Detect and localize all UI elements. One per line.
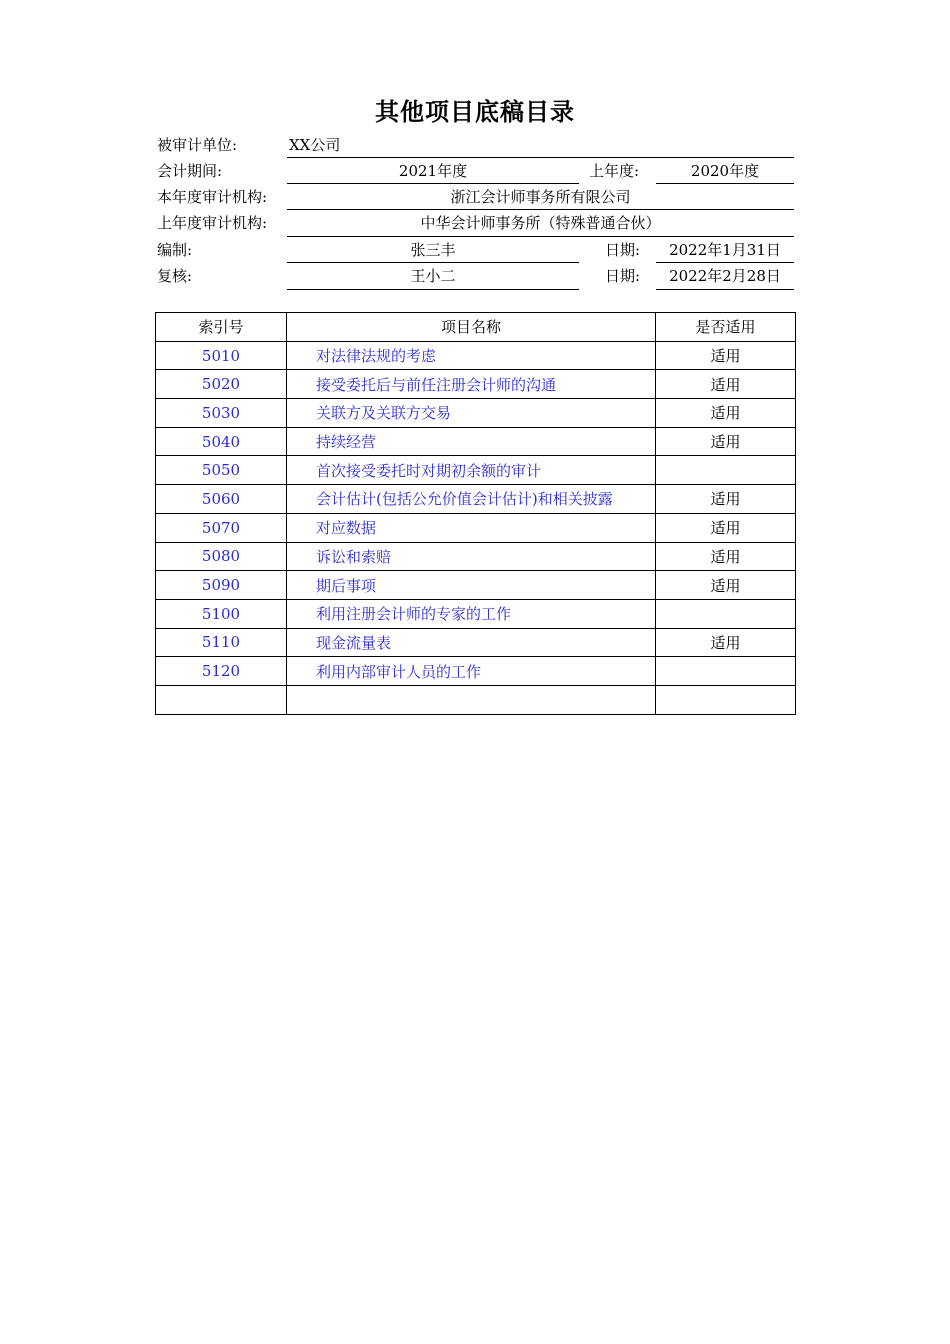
row-name[interactable]: 诉讼和索赔 xyxy=(287,542,656,571)
page-title: 其他项目底稿目录 xyxy=(375,98,575,126)
row-index[interactable]: 5110 xyxy=(156,628,287,657)
row-applicable xyxy=(656,456,796,485)
row-name[interactable]: 利用注册会计师的专家的工作 xyxy=(287,599,656,628)
index-table xyxy=(155,312,796,715)
row-name[interactable]: 利用内部审计人员的工作 xyxy=(287,657,656,686)
table-row xyxy=(156,571,796,600)
row-index[interactable]: 5080 xyxy=(156,542,287,571)
table-header-row xyxy=(156,313,796,342)
row-applicable: 适用 xyxy=(656,628,796,657)
reviewed-value: 王小二 xyxy=(410,267,456,285)
table-row xyxy=(156,456,796,485)
row-name xyxy=(287,685,656,714)
row-applicable: 适用 xyxy=(656,370,796,399)
prior-auditor-label: 上年度审计机构: xyxy=(157,214,268,232)
entity-label: 被审计单位: xyxy=(157,136,238,154)
entity-underline xyxy=(287,157,794,158)
row-applicable: 适用 xyxy=(656,542,796,571)
reviewed-label: 复核: xyxy=(157,267,193,285)
row-name[interactable]: 首次接受委托时对期初余额的审计 xyxy=(287,456,656,485)
current-auditor-value: 浙江会计师事务所有限公司 xyxy=(450,188,631,206)
table-row xyxy=(156,485,796,514)
period-underline xyxy=(287,183,579,184)
row-name[interactable]: 持续经营 xyxy=(287,427,656,456)
row-index[interactable]: 5090 xyxy=(156,571,287,600)
row-applicable: 适用 xyxy=(656,427,796,456)
row-index[interactable]: 5010 xyxy=(156,341,287,370)
table-row-empty xyxy=(156,685,796,714)
row-index xyxy=(156,685,287,714)
period-value: 2021年度 xyxy=(398,162,468,180)
table-row xyxy=(156,370,796,399)
prepared-date-label: 日期: xyxy=(605,241,641,259)
entity-value: XX公司 xyxy=(289,136,341,154)
row-applicable: 适用 xyxy=(656,571,796,600)
table-row xyxy=(156,657,796,686)
prior-auditor-underline xyxy=(287,236,794,237)
row-applicable: 适用 xyxy=(656,485,796,514)
row-name[interactable]: 会计估计(包括公允价值会计估计)和相关披露 xyxy=(287,485,656,514)
reviewed-underline xyxy=(287,289,579,290)
prepared-value: 张三丰 xyxy=(410,241,456,259)
row-name[interactable]: 关联方及关联方交易 xyxy=(287,399,656,428)
current-auditor-label: 本年度审计机构: xyxy=(157,188,268,206)
header-index: 索引号 xyxy=(156,313,287,342)
row-index[interactable]: 5070 xyxy=(156,513,287,542)
row-index[interactable]: 5050 xyxy=(156,456,287,485)
table-row xyxy=(156,628,796,657)
row-index[interactable]: 5030 xyxy=(156,399,287,428)
row-name[interactable]: 对法律法规的考虑 xyxy=(287,341,656,370)
prior-year-value: 2020年度 xyxy=(690,162,760,180)
row-index[interactable]: 5060 xyxy=(156,485,287,514)
prior-year-underline xyxy=(656,183,794,184)
prior-year-label: 上年度: xyxy=(589,162,640,180)
header-applicable: 是否适用 xyxy=(656,313,796,342)
reviewed-date-value: 2022年2月28日 xyxy=(669,267,781,285)
row-index[interactable]: 5020 xyxy=(156,370,287,399)
prior-auditor-value: 中华会计师事务所（特殊普通合伙） xyxy=(420,214,661,232)
prepared-label: 编制: xyxy=(157,241,193,259)
row-index[interactable]: 5100 xyxy=(156,599,287,628)
table-row xyxy=(156,513,796,542)
table-row xyxy=(156,599,796,628)
prepared-date-value: 2022年1月31日 xyxy=(669,241,781,259)
row-name[interactable]: 接受委托后与前任注册会计师的沟通 xyxy=(287,370,656,399)
current-auditor-underline xyxy=(287,209,794,210)
row-name[interactable]: 期后事项 xyxy=(287,571,656,600)
period-label: 会计期间: xyxy=(157,162,223,180)
reviewed-date-underline xyxy=(656,289,794,290)
table-row xyxy=(156,542,796,571)
row-applicable: 适用 xyxy=(656,399,796,428)
row-applicable: 适用 xyxy=(656,513,796,542)
prepared-underline xyxy=(287,262,579,263)
reviewed-date-label: 日期: xyxy=(605,267,641,285)
row-name[interactable]: 对应数据 xyxy=(287,513,656,542)
row-applicable: 适用 xyxy=(656,341,796,370)
row-index[interactable]: 5120 xyxy=(156,657,287,686)
header-name: 项目名称 xyxy=(287,313,656,342)
row-index[interactable]: 5040 xyxy=(156,427,287,456)
table-row xyxy=(156,427,796,456)
row-applicable xyxy=(656,657,796,686)
row-applicable xyxy=(656,599,796,628)
row-name[interactable]: 现金流量表 xyxy=(287,628,656,657)
prepared-date-underline xyxy=(656,262,794,263)
table-row xyxy=(156,399,796,428)
row-applicable xyxy=(656,685,796,714)
table-row xyxy=(156,341,796,370)
